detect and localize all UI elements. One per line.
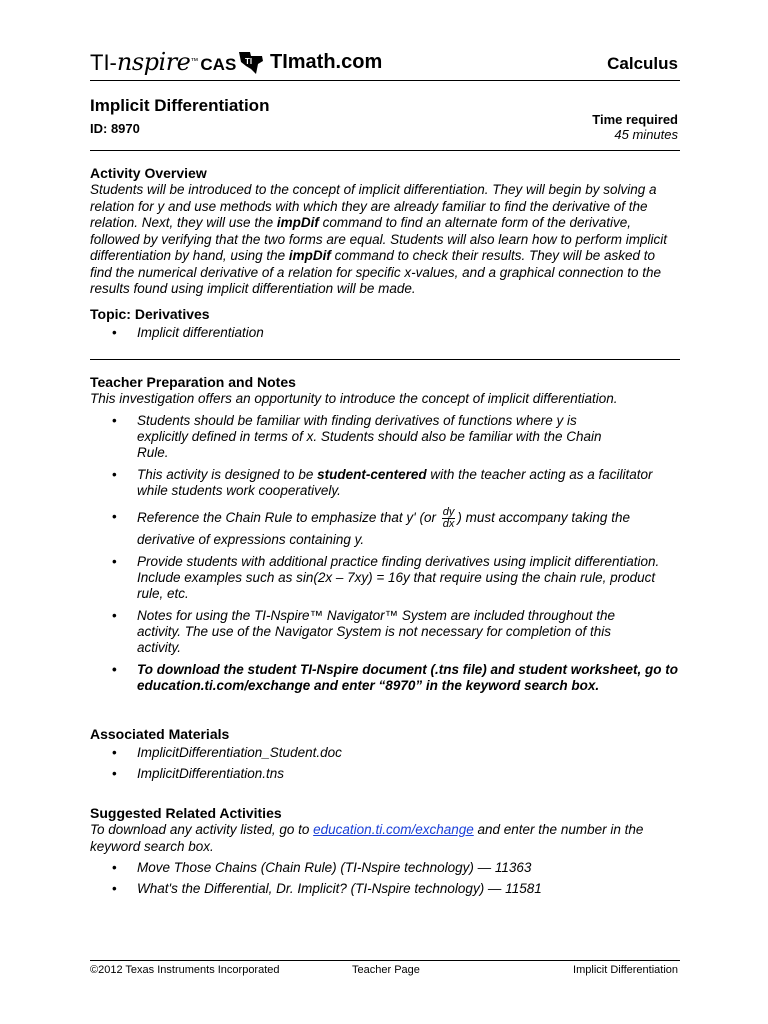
footer-center: Teacher Page: [352, 964, 420, 976]
texas-instruments-logo-icon: [236, 50, 266, 76]
materials-list: [112, 745, 682, 782]
footer-rule: [90, 960, 680, 961]
overview-paragraph: Students will be introduced to the concept of implicit differentiation. They will begin by solving a relation for y and use methods with which they are already familiar to find the derivative of the relation. Next, they will use the impDif command to find an alternate form of the derivative, followed by verifying that the two forms are equal. Students will also learn how to perform implicit differentiation by hand, using the impDif command to check their results. They will be asked to find the numerical derivative of a relation for specific x-values, and a graphical connection to the results found using implicit differentiation will be made.: [90, 182, 668, 296]
topic-list: [112, 325, 682, 341]
site-name: TImath.com: [270, 51, 383, 73]
brand-logo: [90, 48, 236, 76]
materials-heading: Associated Materials: [90, 726, 230, 742]
impdif-command-1: impDif: [276, 215, 319, 230]
time-required-value: 45 minutes: [614, 127, 678, 142]
time-required-label: Time required: [592, 112, 678, 127]
list-item: • Move Those Chains (Chain Rule) (TI-Nspire technology) — 11363: [112, 860, 682, 876]
subject-label: Calculus: [607, 54, 678, 73]
section-rule: [90, 359, 680, 360]
topic-heading: Topic: Derivatives: [90, 306, 210, 322]
list-item: • Provide students with additional practice finding derivatives using implicit differentiation. Include examples such as sin(2x – 7xy) = 16y that require using the chain rule, product rule, etc.: [112, 554, 682, 602]
related-intro: To download any activity listed, go to education.ti.com/exchange and enter the number in the keyword search box.: [90, 822, 644, 854]
teacher-heading: Teacher Preparation and Notes: [90, 374, 296, 390]
brand-cas: CAS: [200, 55, 237, 74]
list-item: • To download the student TI-Nspire document (.tns file) and student worksheet, go to education.ti.com/exchange and enter “8970” in the keyword search box.: [112, 662, 682, 694]
list-item: • ImplicitDifferentiation.tns: [112, 766, 682, 782]
list-item: • Reference the Chain Rule to emphasize that y' (or $\frac{dy}{dx}$ ) must accompany taking the derivative of expressions containing y.: [112, 507, 682, 550]
teacher-notes-list: [112, 413, 682, 694]
list-item: • Notes for using the TI-Nspire™ Navigator™ System are included throughout the activity. The use of the Navigator System is not necessary for completion of this activity.: [112, 608, 682, 656]
page-title: Implicit Differentiation: [90, 96, 270, 115]
list-item: • ImplicitDifferentiation_Student.doc: [112, 745, 682, 761]
teacher-intro: This investigation offers an opportunity to introduce the concept of implicit differentiation.: [90, 391, 618, 406]
list-item: • This activity is designed to be student-centered with the teacher acting as a facilitator while students work cooperatively.: [112, 467, 682, 499]
logo-text: TI: [245, 57, 253, 66]
header-rule: [90, 80, 680, 81]
exchange-link[interactable]: education.ti.com/exchange: [313, 822, 474, 837]
list-item: • Students should be familiar with finding derivatives of functions where y is explicitly defined in terms of x. Students should also be familiar with the Chain Rule.: [112, 413, 682, 461]
impdif-command-2: impDif: [288, 248, 331, 263]
activity-id: ID: 8970: [90, 121, 140, 136]
list-item: • Implicit differentiation: [112, 325, 682, 341]
footer-copyright: ©2012 Texas Instruments Incorporated: [90, 964, 280, 976]
list-item: • What's the Differential, Dr. Implicit? (TI-Nspire technology) — 11581: [112, 881, 682, 897]
overview-heading: Activity Overview: [90, 165, 207, 181]
related-heading: Suggested Related Activities: [90, 805, 282, 821]
brand-nspire: nspire: [116, 48, 191, 76]
brand-ti: TI-: [90, 50, 117, 75]
dy-dx-fraction: $\frac{dy}{dx}$: [442, 506, 455, 530]
title-rule: [90, 150, 680, 151]
related-list: [112, 860, 682, 897]
brand-tm: ™: [190, 56, 199, 66]
footer-title: Implicit Differentiation: [573, 964, 678, 976]
